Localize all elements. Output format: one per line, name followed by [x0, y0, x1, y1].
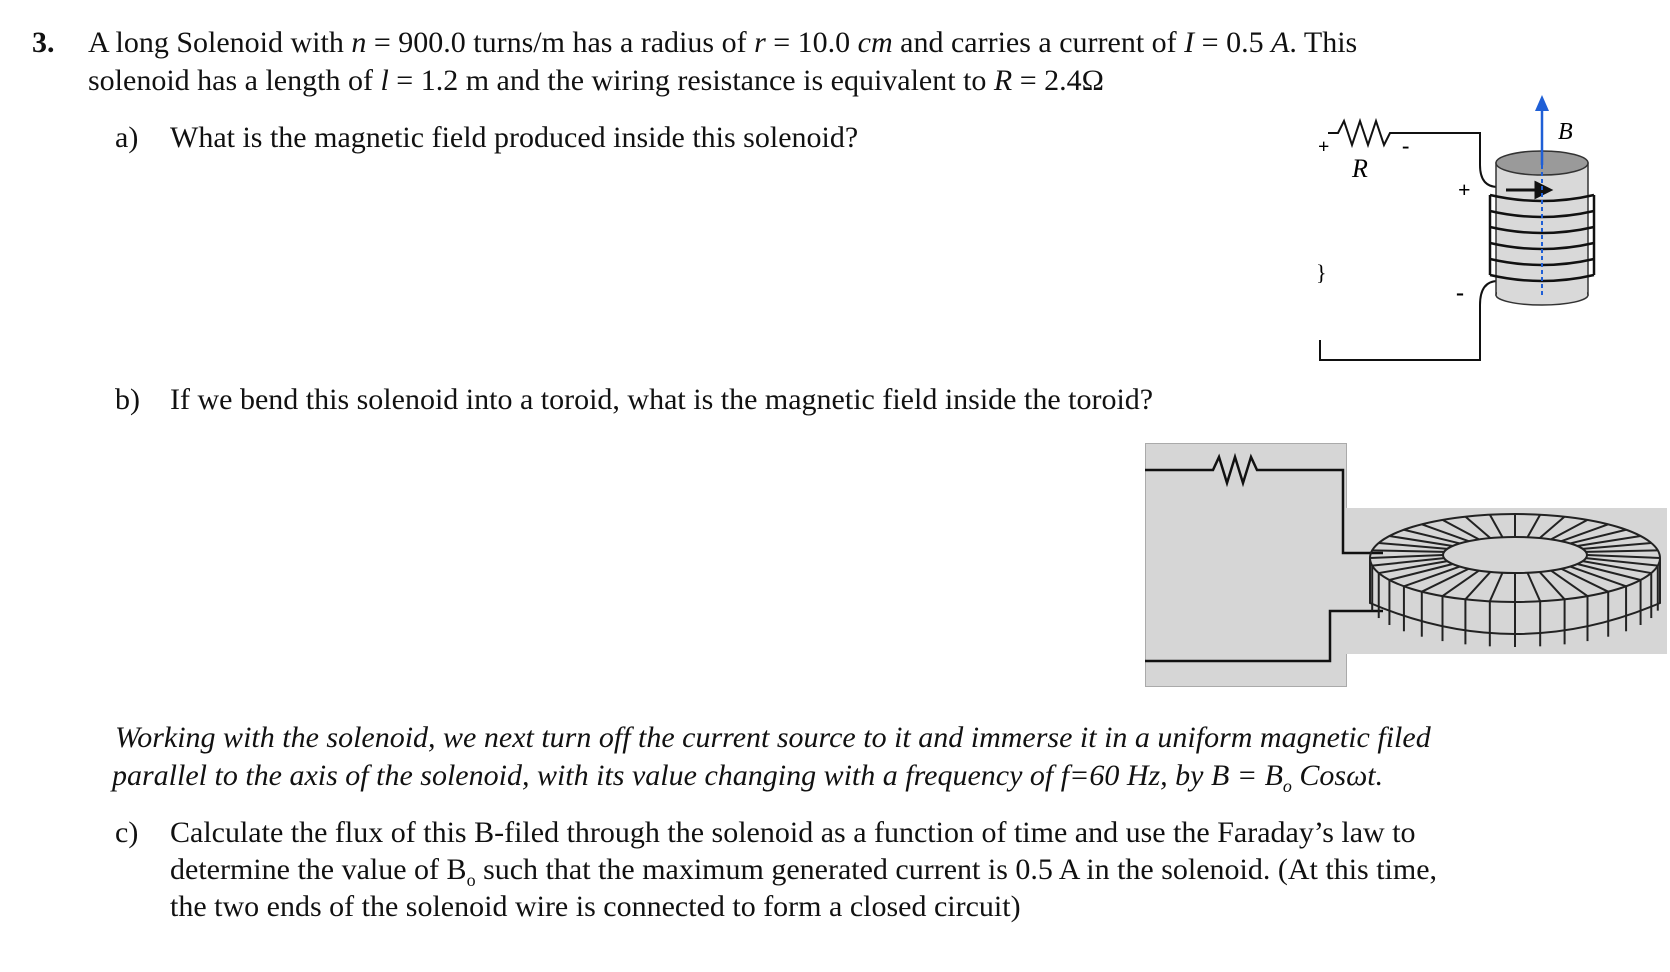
toroid-winding — [1443, 571, 1480, 597]
resistor-label: R — [1352, 154, 1368, 183]
toroid-winding — [1587, 555, 1660, 558]
toroid-winding — [1370, 555, 1443, 558]
toroid-winding — [1540, 572, 1565, 599]
stray-mark: } — [1316, 260, 1327, 285]
resistor-plus-sign: + — [1318, 136, 1330, 158]
field-arrow-icon — [1535, 95, 1549, 111]
solenoid-circuit-figure — [1310, 95, 1610, 375]
toroid-winding — [1586, 550, 1658, 552]
problem-intro-line2: solenoid has a length of l = 1.2 m and the wiring resistance is equivalent to R = 2.4Ω — [88, 64, 1104, 97]
toroid-winding — [1422, 524, 1469, 541]
toroid-windings — [1370, 514, 1660, 647]
toroid-winding — [1551, 571, 1588, 597]
resistor-minus-sign: - — [1402, 133, 1410, 158]
part-c-line2: determine the value of $B_o$ such that the maximum generated current is 0.5 A in the solenoid. (At this time, — [170, 853, 1438, 890]
part-c-line1: Calculate the flux of this B-filed through the solenoid as a function of time and use the Faraday’s law to — [170, 816, 1416, 849]
part-a-label: a) — [115, 121, 139, 154]
toroid-winding — [1561, 524, 1608, 541]
coil-minus-sign: - — [1456, 280, 1464, 306]
field-label: B — [1558, 119, 1573, 145]
toroid-winding — [1490, 573, 1503, 602]
toroid-winding — [1490, 515, 1503, 538]
paragraph-line2: parallel to the axis of the solenoid, with its value changing with a frequency of f=60 Hz, by $B = B_o$ Cosωt. — [112, 759, 1384, 796]
part-b-label: b) — [115, 383, 140, 416]
resistor-symbol — [1328, 121, 1406, 145]
part-b-question: If we bend this solenoid into a toroid, what is the magnetic field inside the toroid? — [170, 383, 1154, 416]
part-c-label: c) — [115, 816, 139, 849]
toroid-winding — [1404, 530, 1460, 544]
problem-number: 3. — [32, 26, 55, 59]
toroid-winding — [1570, 530, 1626, 544]
part-c-line3: the two ends of the solenoid wire is connected to form a closed circuit) — [170, 890, 1021, 923]
part-a-question: What is the magnetic field produced inside this solenoid? — [170, 121, 859, 154]
paragraph-line1: Working with the solenoid, we next turn off the current source to it and immerse it in a uniform magnetic filed — [115, 721, 1431, 754]
toroid-winding — [1465, 572, 1490, 599]
problem-intro-line1: A long Solenoid with n = 900.0 turns/m has a radius of r = 10.0 cm and carries a current of I = 0.5 A. This — [88, 26, 1358, 59]
toroid-winding — [1528, 573, 1541, 602]
toroid-winding — [1372, 550, 1444, 552]
coil-plus-sign: + — [1458, 177, 1471, 202]
toroid-winding — [1528, 515, 1541, 538]
toroid-figure — [1145, 443, 1670, 688]
